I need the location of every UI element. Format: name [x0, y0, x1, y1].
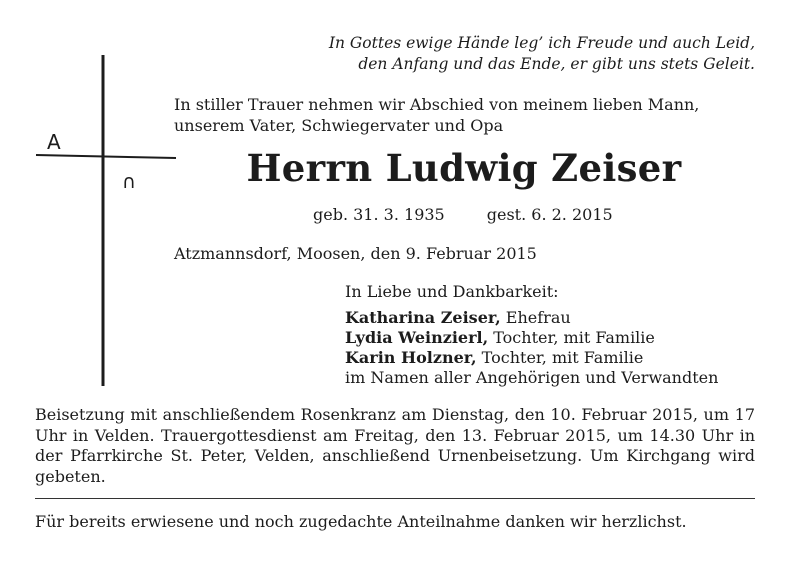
intro-text: [174, 94, 699, 136]
mourner-relation: Tochter, mit Familie: [476, 348, 644, 367]
intro-line-2: unserem Vater, Schwiegervater und Opa: [174, 116, 504, 135]
thanks-line: Für bereits erwiesene und noch zugedachte Anteilnahme danken wir herzlichst.: [35, 512, 687, 531]
mourners-heading: In Liebe und Dankbarkeit:: [345, 282, 559, 301]
verse-line-1: In Gottes ewige Hände leg’ ich Freude und auch Leid,: [328, 34, 755, 52]
mourner-name: Katharina Zeiser,: [345, 308, 501, 327]
cross-horizontal-beam: [36, 155, 176, 158]
birth-date: geb. 31. 3. 1935: [313, 205, 445, 224]
divider: [35, 498, 755, 499]
verse-line-2: den Anfang und das Ende, er gibt uns stets Geleit.: [358, 55, 755, 73]
mourner-name: Karin Holzner,: [345, 348, 477, 367]
death-date: gest. 6. 2. 2015: [486, 205, 613, 224]
mourner-name: Lydia Weinzierl,: [345, 328, 489, 347]
mourner-relation: Tochter, mit Familie: [488, 328, 655, 347]
mourner-relation: Ehefrau: [500, 308, 571, 327]
verse: [270, 33, 755, 75]
place-and-date: Atzmannsdorf, Moosen, den 9. Februar 2015: [174, 244, 537, 263]
omega-symbol: ∩: [122, 171, 136, 193]
mourners-block: [345, 282, 718, 388]
mourner-entry: [345, 328, 718, 348]
deceased-name: Herrn Ludwig Zeiser: [246, 146, 682, 190]
life-dates: [313, 204, 613, 226]
funeral-notice: Beisetzung mit anschließendem Rosenkranz am Dienstag, den 10. Februar 2015, um 17 Uhr in Velden. Trauergottesdienst am Freitag, den 13. Februar 2015, um 14.30 Uhr in der Pfarrkirche St. Peter, Velden, anschließend Urnenbeisetzung. Um Kirchgang wird gebeten.: [35, 405, 755, 486]
cross-icon: [0, 0, 200, 400]
mourners-closing: im Namen aller Angehörigen und Verwandten: [345, 368, 719, 387]
alpha-symbol: A: [47, 130, 61, 154]
mourner-entry: [345, 348, 718, 368]
intro-line-1: In stiller Trauer nehmen wir Abschied von meinem lieben Mann,: [174, 95, 700, 114]
mourner-entry: [345, 308, 718, 328]
